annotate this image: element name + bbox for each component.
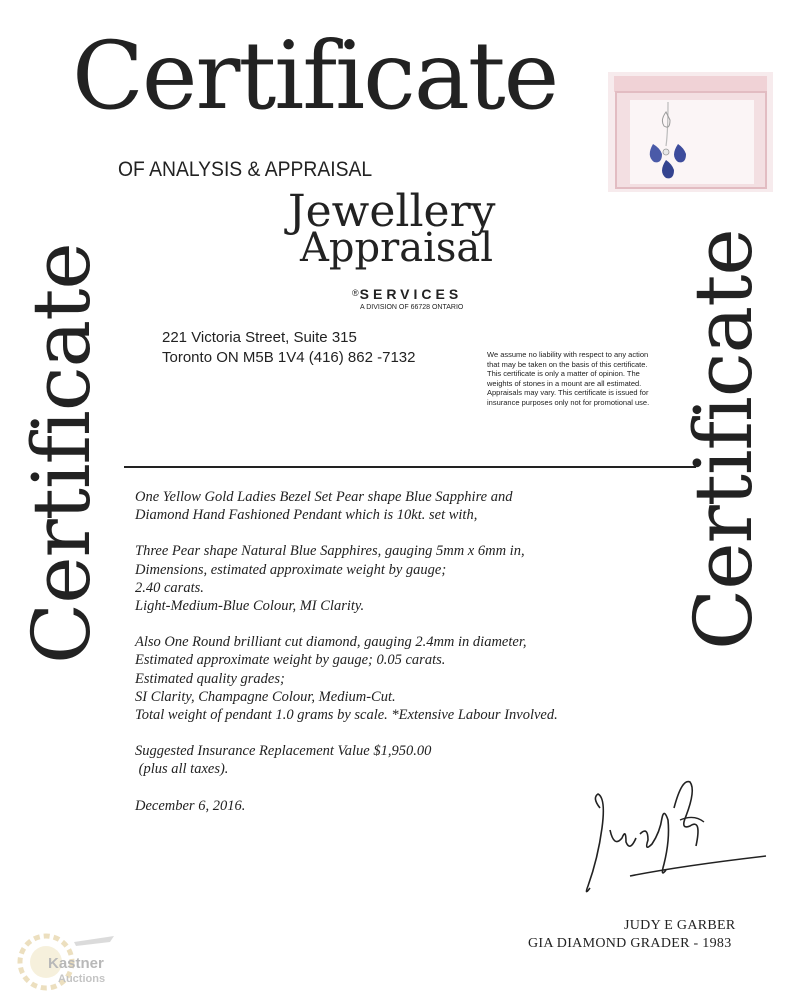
description-line: Diamond Hand Fashioned Pendant which is 10kt. set with, (135, 507, 478, 524)
signer-title: GIA DIAMOND GRADER - 1983 (528, 936, 732, 951)
registered-mark: ® (352, 288, 359, 298)
address-block (162, 328, 415, 368)
auction-watermark-logo (14, 928, 124, 998)
watermark-line-2: Auctions (58, 973, 106, 985)
description-paragraph-1 (135, 488, 558, 524)
description-line: Estimated approximate weight by gauge; 0.05 carats. (135, 652, 446, 669)
certificate-date: December 6, 2016. (135, 797, 246, 814)
side-certificate-right: Certificate (677, 229, 770, 650)
description-line: Estimated quality grades; (135, 670, 285, 687)
brand-services (352, 286, 462, 302)
address-line-2: Toronto ON M5B 1V4 (416) 862 -7132 (162, 349, 416, 366)
description-line: Light-Medium-Blue Colour, MI Clarity. (135, 598, 365, 615)
pendant-photo (608, 72, 773, 192)
watermark-line-1: Kastner (48, 955, 104, 972)
description-line: SI Clarity, Champagne Colour, Medium-Cut. (135, 688, 396, 705)
disclaimer-text: We assume no liability with respect to any action that may be taken on the basis of this certificate. This certificate is only a matter of opinion. The weights of stones in a mount are all estimated. Appraisals may vary. This certificate is issued for insurance purposes only not for promotional use. (487, 350, 650, 407)
description-paragraph-2 (135, 542, 558, 615)
description-line: Also One Round brilliant cut diamond, gauging 2.4mm in diameter, (135, 634, 527, 651)
insurance-value (135, 742, 558, 778)
description-line: One Yellow Gold Ladies Bezel Set Pear shape Blue Sapphire and (135, 489, 513, 505)
item-description (135, 488, 558, 833)
side-certificate-left: Certificate (15, 243, 108, 664)
brand-appraisal: Appraisal (300, 225, 494, 271)
divider-rule (124, 466, 696, 468)
description-paragraph-3 (135, 633, 558, 724)
handwritten-signature (570, 768, 770, 922)
description-line: Suggested Insurance Replacement Value $1,950.00 (135, 743, 432, 760)
description-line: Three Pear shape Natural Blue Sapphires, gauging 5mm x 6mm in, (135, 543, 525, 560)
description-line: Dimensions, estimated approximate weight by gauge; (135, 561, 447, 578)
description-line: (plus all taxes). (135, 761, 229, 778)
certificate-subtitle: OF ANALYSIS & APPRAISAL (118, 158, 373, 181)
services-label: SERVICES (359, 286, 463, 302)
brand-jewellery: Jewellery (288, 186, 496, 237)
brand-division: A DIVISION OF 66728 ONTARIO (360, 304, 464, 311)
certificate-title: Certificate (72, 22, 558, 131)
description-line: Total weight of pendant 1.0 grams by scale. *Extensive Labour Involved. (135, 707, 558, 724)
description-line: 2.40 carats. (135, 579, 204, 596)
signer-name: JUDY E GARBER (624, 918, 736, 933)
address-line-1: 221 Victoria Street, Suite 315 (162, 329, 357, 346)
